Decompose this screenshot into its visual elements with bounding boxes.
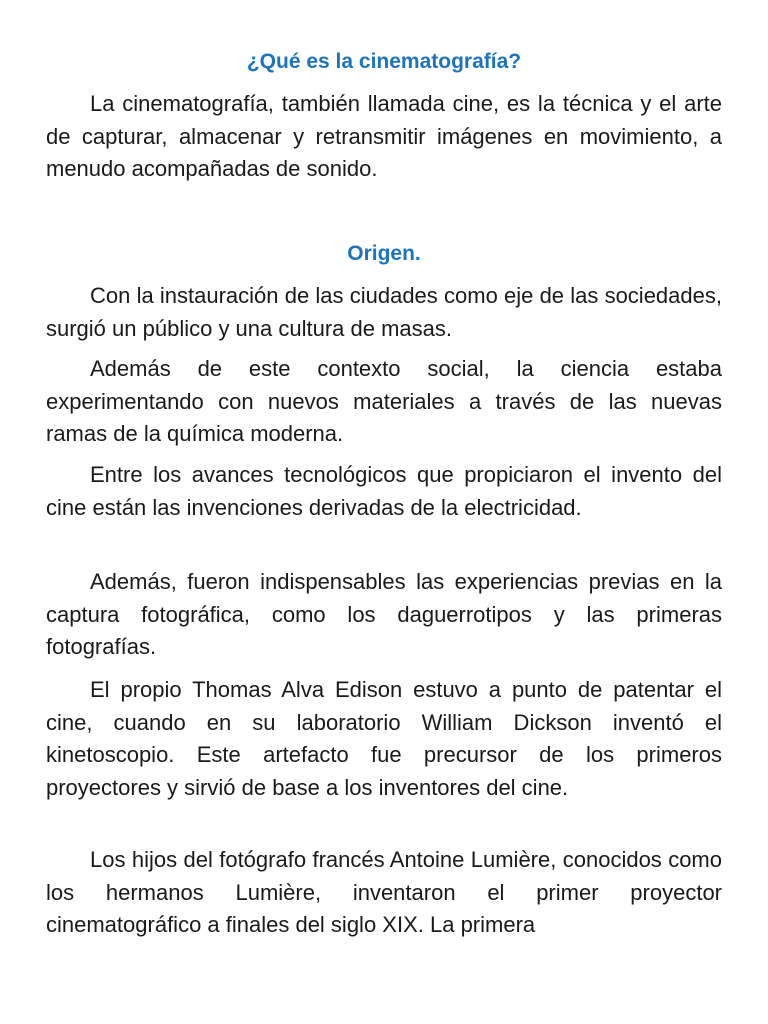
section-heading-origin: Origen.: [347, 242, 421, 265]
paragraph-origin-1: Con la instauración de las ciudades como eje de las sociedades, surgió un público y una cultura de masas.: [46, 283, 722, 341]
paragraph-origin-5: El propio Thomas Alva Edison estuvo a punto de patentar el cine, cuando en su laboratorio William Dickson inventó el kinetoscopio. Este artefacto fue precursor de los primeros proyectores y sirvió de base a los inventores del cine.: [46, 677, 722, 800]
paragraph-origin-3: Entre los avances tecnológicos que propiciaron el invento del cine están las invenciones derivadas de la electricidad.: [46, 462, 722, 520]
section-heading-what-is-cinematography: ¿Qué es la cinematografía?: [246, 50, 522, 73]
paragraph-origin-4: Además, fueron indispensables las experiencias previas en la captura fotográfica, como los daguerrotipos y las primeras fotografías.: [46, 569, 722, 659]
paragraph-definition: La cinematografía, también llamada cine, es la técnica y el arte de capturar, almacenar y retransmitir imágenes en movimiento, a menudo acompañadas de sonido.: [46, 91, 722, 181]
paragraph-origin-2: Además de este contexto social, la ciencia estaba experimentando con nuevos materiales a través de las nuevas ramas de la química moderna.: [46, 356, 722, 446]
paragraph-origin-6: Los hijos del fotógrafo francés Antoine Lumière, conocidos como los hermanos Lumière, inventaron el primer proyector cinematográfico a finales del siglo XIX. La primera: [46, 847, 722, 937]
